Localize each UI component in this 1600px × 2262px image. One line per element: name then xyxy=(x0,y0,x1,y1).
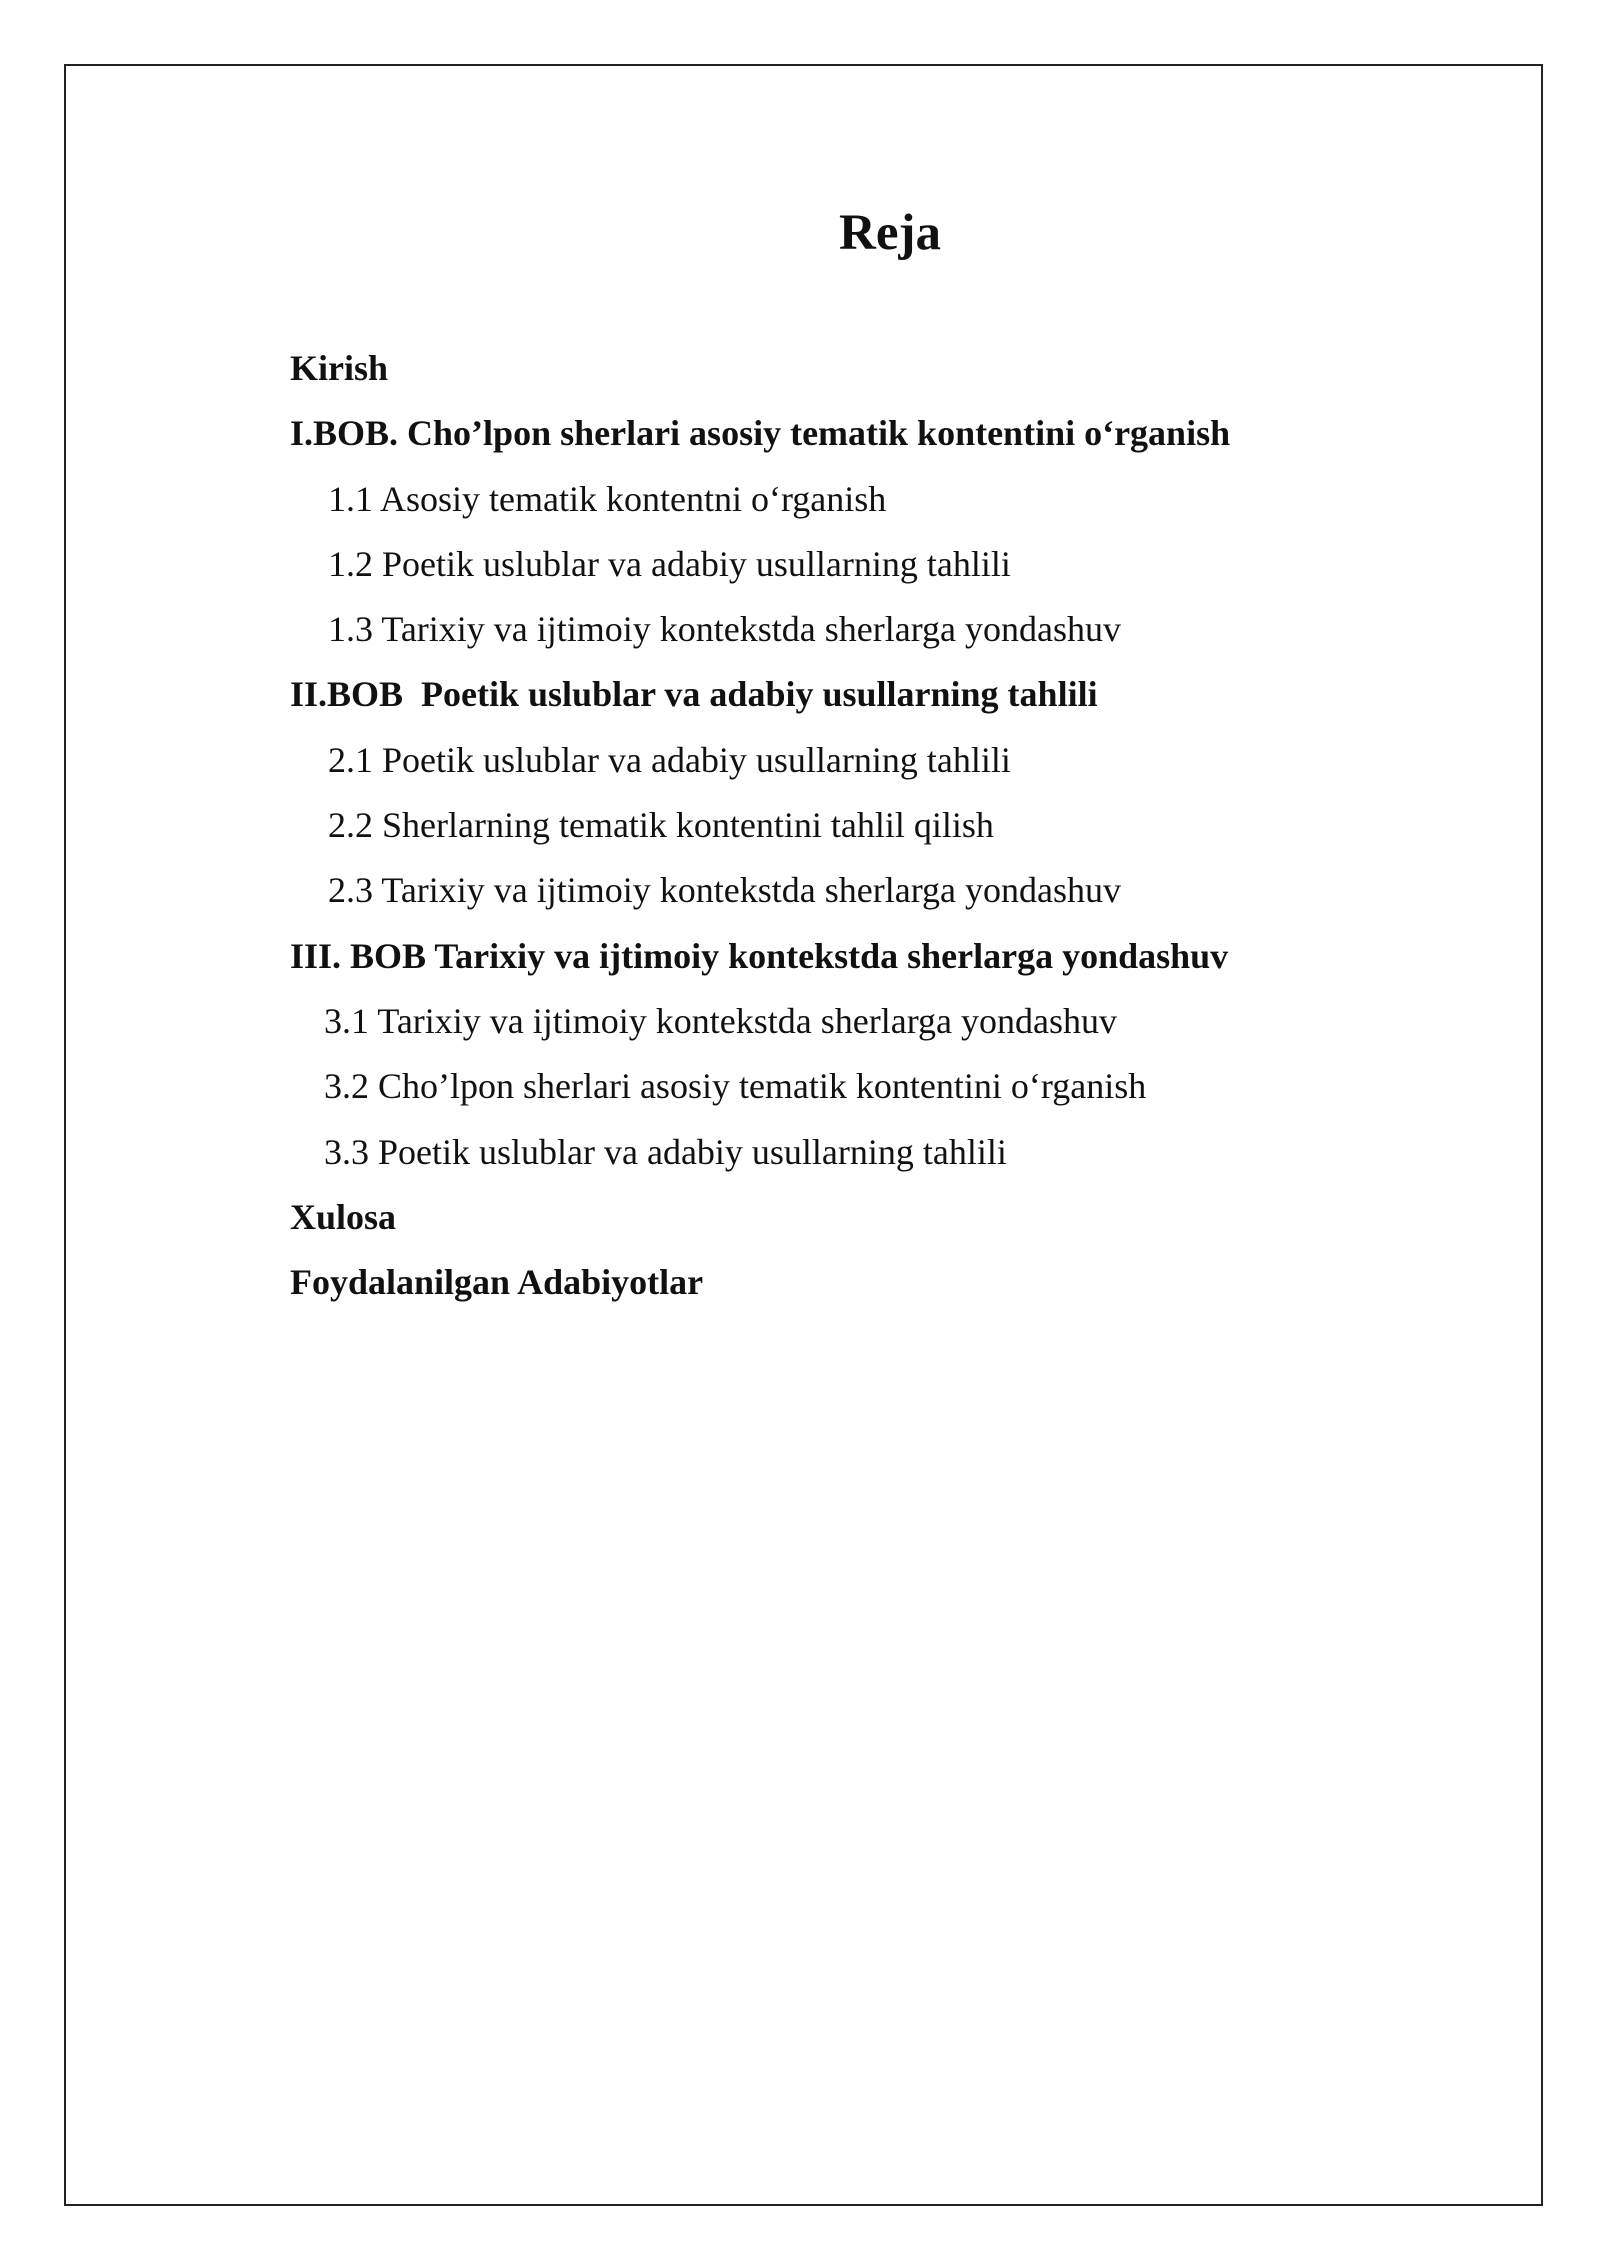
toc-section-1-3: 1.3 Tarixiy va ijtimoiy kontekstda sherlarga yondashuv xyxy=(328,609,1122,650)
toc-chapter-3: III. BOB Tarixiy va ijtimoiy kontekstda sherlarga yondashuv xyxy=(290,935,1229,976)
toc-chapter-1: I.BOB. Cho’lpon sherlari asosiy tematik kontentini o‘rganish xyxy=(290,413,1231,454)
toc-section-2-1: 2.1 Poetik uslublar va adabiy usullarning tahlili xyxy=(328,739,1011,780)
toc-section-1-1: 1.1 Asosiy tematik kontentni o‘rganish xyxy=(328,478,887,519)
toc-section-2-3: 2.3 Tarixiy va ijtimoiy kontekstda sherlarga yondashuv xyxy=(328,870,1122,911)
toc-section-1-2: 1.2 Poetik uslublar va adabiy usullarning tahlili xyxy=(328,543,1011,584)
toc-item-introduction: Kirish xyxy=(290,348,389,388)
table-of-contents xyxy=(290,336,1490,1315)
toc-item-references: Foydalanilgan Adabiyotlar xyxy=(290,1262,704,1303)
toc-section-3-2: 3.2 Cho’lpon sherlari asosiy tematik kontentini o‘rganish xyxy=(324,1066,1147,1107)
toc-chapter-2: II.BOB Poetik uslublar va adabiy usullarning tahlili xyxy=(290,674,1098,715)
toc-section-3-3: 3.3 Poetik uslublar va adabiy usullarning tahlili xyxy=(324,1131,1007,1172)
page-title: Reja xyxy=(839,205,941,261)
toc-item-conclusion: Xulosa xyxy=(290,1196,397,1237)
toc-section-3-1: 3.1 Tarixiy va ijtimoiy kontekstda sherlarga yondashuv xyxy=(324,1000,1118,1041)
toc-section-2-2: 2.2 Sherlarning tematik kontentini tahlil qilish xyxy=(328,805,994,846)
